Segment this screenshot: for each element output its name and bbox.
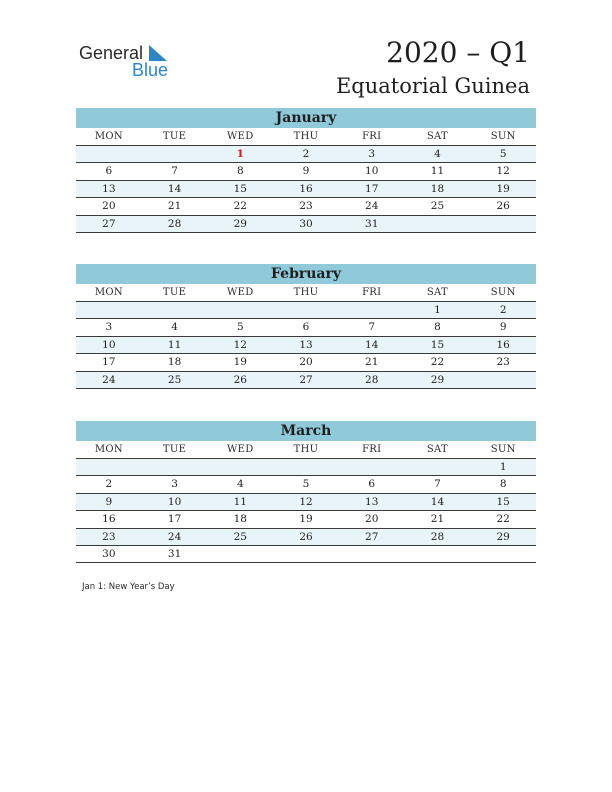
empty-day-cell bbox=[76, 146, 142, 162]
day-cell: 23 bbox=[299, 200, 313, 213]
week-row bbox=[76, 163, 536, 180]
day-cell: 20 bbox=[102, 200, 116, 213]
weekday-label: SAT bbox=[426, 131, 448, 142]
holiday-notes bbox=[82, 582, 175, 592]
day-cell: 31 bbox=[167, 547, 182, 560]
weekday-label: WED bbox=[227, 131, 254, 142]
day-cell: 22 bbox=[496, 513, 510, 526]
weekday-label: FRI bbox=[362, 444, 382, 455]
day-cell: 7 bbox=[171, 165, 178, 178]
day-cell: 4 bbox=[171, 321, 178, 334]
day-cell: 23 bbox=[102, 530, 116, 543]
empty-day-cell bbox=[142, 459, 208, 475]
week-row bbox=[76, 181, 536, 198]
day-cell: 7 bbox=[434, 478, 441, 491]
page-title: 2020 – Q1 bbox=[386, 36, 530, 69]
day-cell: 30 bbox=[299, 217, 313, 230]
weekday-label: SUN bbox=[490, 131, 516, 142]
empty-day-cell bbox=[339, 302, 405, 318]
day-cell: 27 bbox=[365, 530, 379, 543]
week-row bbox=[76, 494, 536, 511]
day-cell: 26 bbox=[496, 200, 510, 213]
day-cell: 5 bbox=[302, 478, 310, 491]
weekday-header-row bbox=[76, 284, 536, 302]
day-cell: 12 bbox=[496, 165, 510, 178]
empty-day-cell bbox=[470, 216, 536, 232]
empty-day-cell bbox=[273, 546, 339, 562]
day-cell: 10 bbox=[365, 165, 379, 178]
day-cell: 13 bbox=[365, 495, 379, 508]
day-cell: 12 bbox=[233, 338, 247, 351]
weekday-label: TUE bbox=[162, 444, 187, 455]
day-cell: 14 bbox=[167, 182, 182, 195]
day-cell: 10 bbox=[167, 495, 182, 508]
day-cell: 24 bbox=[167, 530, 182, 543]
day-cell: 26 bbox=[299, 530, 313, 543]
weekday-header-row bbox=[76, 128, 536, 146]
day-cell: 28 bbox=[430, 530, 445, 543]
day-cell: 6 bbox=[105, 165, 113, 178]
week-row bbox=[76, 529, 536, 546]
day-cell: 7 bbox=[368, 321, 376, 334]
weekday-label: WED bbox=[227, 287, 254, 298]
day-cell: 16 bbox=[102, 513, 116, 526]
day-cell: 3 bbox=[171, 478, 178, 491]
holiday-note: Jan 1: New Year’s Day bbox=[82, 582, 175, 592]
day-cell: 8 bbox=[499, 478, 507, 491]
empty-day-cell bbox=[142, 146, 208, 162]
weekday-label: MON bbox=[94, 287, 123, 298]
day-cell: 31 bbox=[365, 217, 379, 230]
day-cell: 16 bbox=[496, 338, 510, 351]
day-cell: 11 bbox=[167, 338, 182, 351]
week-row bbox=[76, 198, 536, 215]
logo-word-blue: Blue bbox=[132, 60, 169, 80]
day-cell: 20 bbox=[299, 356, 313, 369]
month-title: March bbox=[76, 421, 536, 441]
day-cell: 2 bbox=[499, 304, 507, 316]
day-cell: 21 bbox=[167, 200, 182, 213]
day-cell: 17 bbox=[365, 182, 379, 195]
day-cell: 8 bbox=[434, 321, 441, 334]
weekday-label: MON bbox=[94, 444, 123, 455]
empty-day-cell bbox=[207, 302, 273, 318]
weekday-label: SUN bbox=[490, 287, 516, 298]
day-cell: 14 bbox=[430, 495, 445, 508]
empty-day-cell bbox=[470, 546, 536, 562]
week-row bbox=[76, 354, 536, 371]
day-cell: 1 bbox=[499, 461, 507, 473]
day-cell: 4 bbox=[236, 478, 244, 491]
day-cell: 19 bbox=[233, 356, 247, 369]
empty-day-cell bbox=[273, 302, 339, 318]
day-cell: 29 bbox=[233, 217, 247, 230]
week-row bbox=[76, 372, 536, 389]
day-cell: 19 bbox=[496, 182, 510, 195]
empty-day-cell bbox=[339, 546, 405, 562]
day-cell: 17 bbox=[102, 356, 116, 369]
weekday-label: SAT bbox=[426, 287, 448, 298]
day-cell: 9 bbox=[302, 165, 310, 178]
day-cell: 11 bbox=[430, 165, 445, 178]
day-cell: 18 bbox=[430, 182, 445, 195]
day-cell: 20 bbox=[365, 513, 379, 526]
day-cell: 1 bbox=[434, 304, 441, 316]
weekday-label: THU bbox=[293, 444, 319, 455]
month-march bbox=[76, 421, 536, 563]
weekday-label: THU bbox=[293, 131, 319, 142]
day-cell: 26 bbox=[233, 373, 247, 386]
empty-day-cell bbox=[405, 546, 471, 562]
day-cell: 13 bbox=[102, 182, 116, 195]
day-cell: 25 bbox=[233, 530, 247, 543]
week-row bbox=[76, 476, 536, 493]
day-cell: 17 bbox=[167, 513, 182, 526]
day-cell: 13 bbox=[299, 338, 313, 351]
day-cell: 25 bbox=[167, 373, 182, 386]
weekday-label: WED bbox=[227, 444, 254, 455]
day-cell: 15 bbox=[496, 495, 510, 508]
weekday-header-row bbox=[76, 441, 536, 459]
day-cell: 14 bbox=[365, 338, 379, 351]
empty-day-cell bbox=[405, 459, 471, 475]
day-cell: 30 bbox=[102, 547, 116, 560]
day-cell: 3 bbox=[368, 148, 376, 160]
weekday-label: THU bbox=[293, 287, 319, 298]
day-cell: 4 bbox=[434, 148, 441, 160]
day-cell: 19 bbox=[299, 513, 313, 526]
day-cell: 8 bbox=[236, 165, 244, 178]
day-cell: 1 bbox=[236, 148, 244, 160]
country-subtitle: Equatorial Guinea bbox=[335, 74, 530, 98]
week-row bbox=[76, 216, 536, 233]
day-cell: 18 bbox=[167, 356, 182, 369]
day-cell: 12 bbox=[299, 495, 313, 508]
weekday-label: SUN bbox=[490, 444, 516, 455]
empty-day-cell bbox=[76, 459, 142, 475]
week-row bbox=[76, 459, 536, 476]
month-february bbox=[76, 264, 536, 389]
weekday-label: SAT bbox=[426, 444, 448, 455]
day-cell: 22 bbox=[233, 200, 247, 213]
week-row bbox=[76, 146, 536, 163]
day-cell: 21 bbox=[430, 513, 445, 526]
day-cell: 15 bbox=[430, 338, 445, 351]
day-cell: 15 bbox=[233, 182, 247, 195]
day-cell: 25 bbox=[430, 200, 445, 213]
day-cell: 9 bbox=[105, 495, 113, 508]
day-cell: 27 bbox=[299, 373, 313, 386]
empty-day-cell bbox=[142, 302, 208, 318]
day-cell: 22 bbox=[430, 356, 445, 369]
day-cell: 5 bbox=[236, 321, 244, 334]
day-cell: 2 bbox=[302, 148, 310, 160]
week-row bbox=[76, 337, 536, 354]
empty-day-cell bbox=[470, 372, 536, 388]
day-cell: 29 bbox=[430, 373, 445, 386]
day-cell: 6 bbox=[368, 478, 376, 491]
weekday-label: MON bbox=[94, 131, 123, 142]
day-cell: 3 bbox=[105, 321, 113, 334]
day-cell: 29 bbox=[496, 530, 510, 543]
month-title: February bbox=[76, 264, 536, 284]
empty-day-cell bbox=[339, 459, 405, 475]
empty-day-cell bbox=[76, 302, 142, 318]
weekday-label: TUE bbox=[162, 131, 187, 142]
empty-day-cell bbox=[405, 216, 471, 232]
month-title: January bbox=[76, 108, 536, 128]
day-cell: 23 bbox=[496, 356, 510, 369]
weekday-label: FRI bbox=[362, 131, 382, 142]
generalblue-logo bbox=[79, 42, 179, 82]
empty-day-cell bbox=[207, 546, 273, 562]
week-row bbox=[76, 511, 536, 528]
week-row bbox=[76, 302, 536, 319]
week-row bbox=[76, 319, 536, 336]
day-cell: 27 bbox=[102, 217, 116, 230]
week-row bbox=[76, 546, 536, 563]
weekday-label: TUE bbox=[162, 287, 187, 298]
day-cell: 21 bbox=[365, 356, 379, 369]
empty-day-cell bbox=[273, 459, 339, 475]
day-cell: 11 bbox=[233, 495, 247, 508]
day-cell: 24 bbox=[365, 200, 379, 213]
weekday-label: FRI bbox=[362, 287, 382, 298]
day-cell: 10 bbox=[102, 338, 116, 351]
month-january bbox=[76, 108, 536, 233]
day-cell: 5 bbox=[499, 148, 507, 160]
day-cell: 9 bbox=[499, 321, 507, 334]
day-cell: 28 bbox=[167, 217, 182, 230]
day-cell: 16 bbox=[299, 182, 313, 195]
day-cell: 6 bbox=[302, 321, 310, 334]
day-cell: 24 bbox=[102, 373, 116, 386]
day-cell: 2 bbox=[105, 478, 113, 491]
day-cell: 28 bbox=[365, 373, 379, 386]
empty-day-cell bbox=[207, 459, 273, 475]
logo-word-general: General bbox=[79, 43, 144, 63]
day-cell: 18 bbox=[233, 513, 247, 526]
